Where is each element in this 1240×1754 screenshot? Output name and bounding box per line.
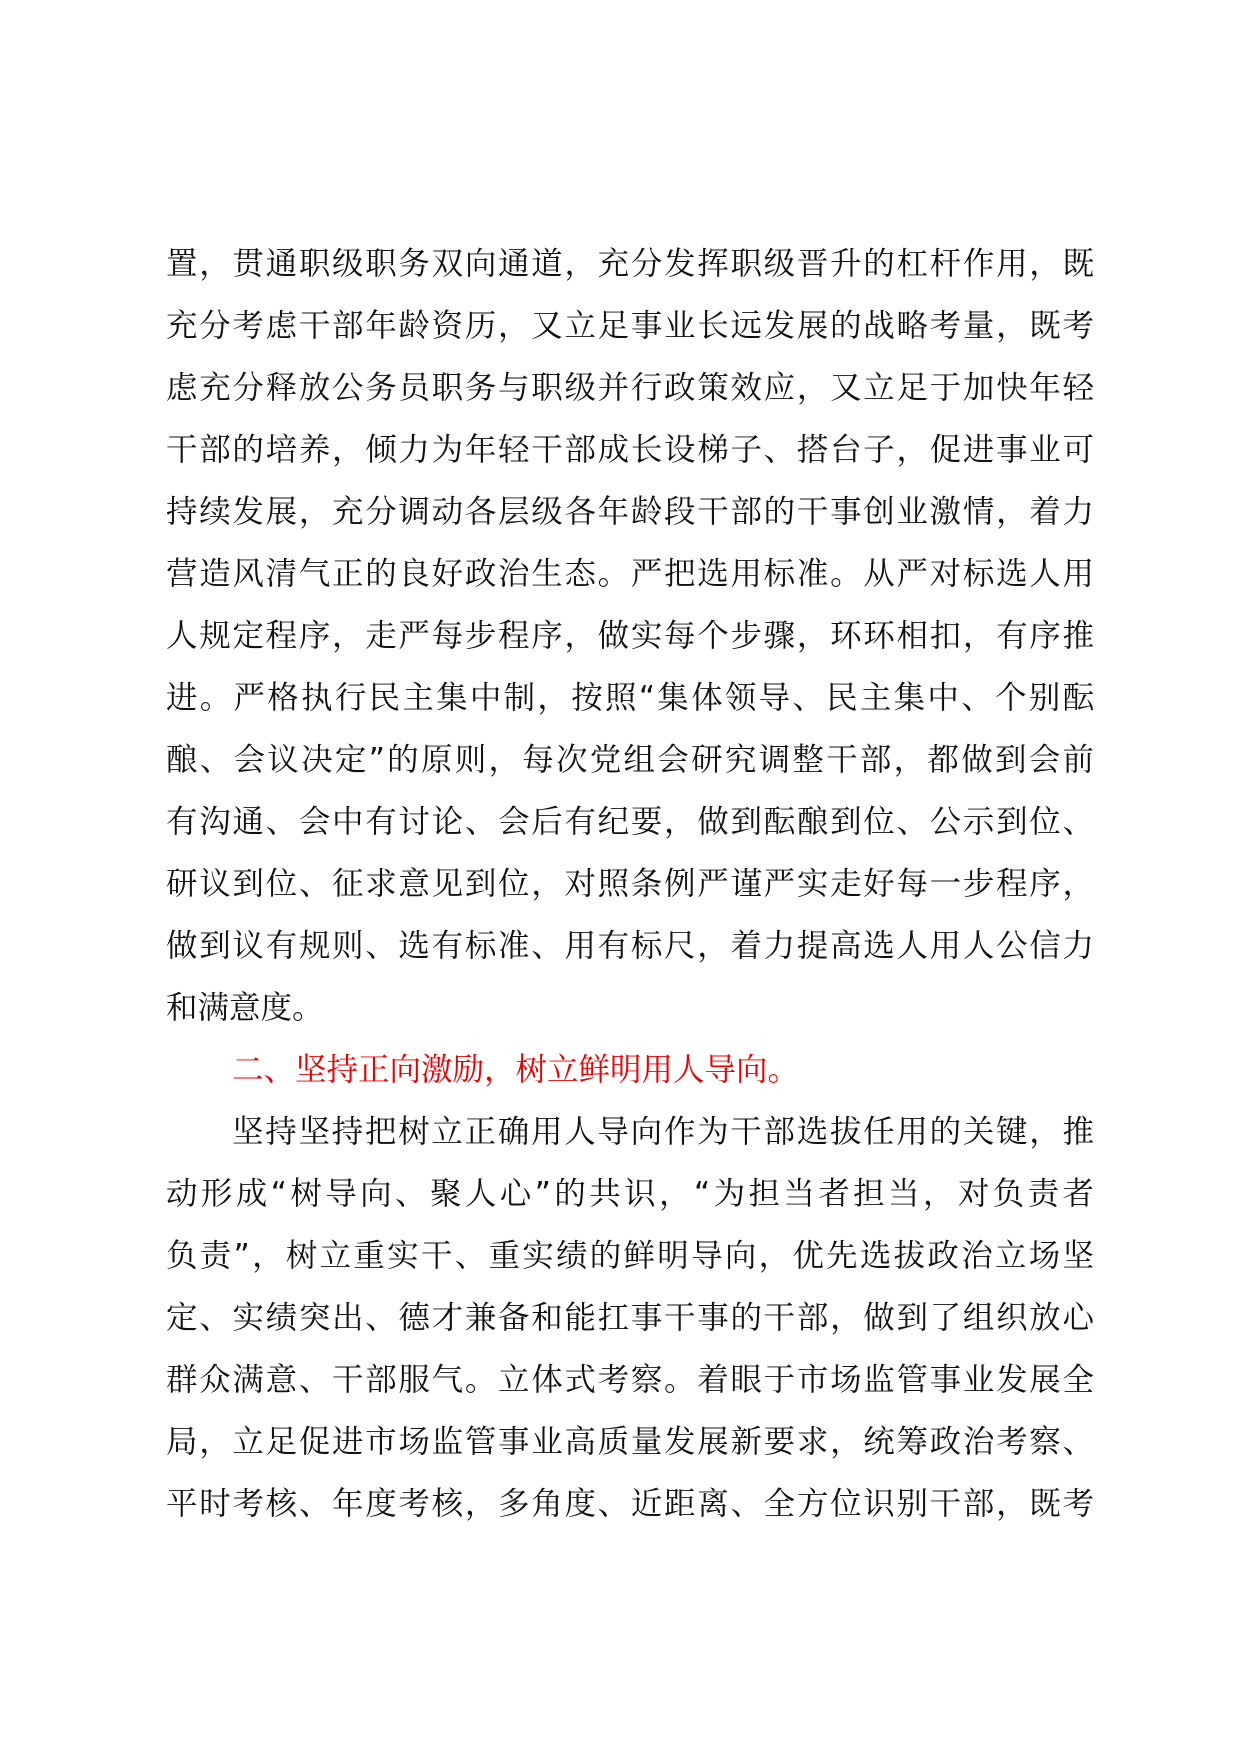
paragraph-section-two [166, 1101, 1094, 1535]
text-line: 负责”，树立重实干、重实绩的鲜明导向，优先选拔政治立场坚 [166, 1238, 1094, 1274]
text-line: 干部的培养，倾力为年轻干部成长设梯子、搭台子，促进事业可 [166, 432, 1094, 468]
text-line: 置，贯通职级职务双向通道，充分发挥职级晋升的杠杆作用，既 [166, 246, 1094, 282]
text-line: 人规定程序，走严每步程序，做实每个步骤，环环相扣，有序推 [166, 618, 1094, 654]
text-line: 持续发展，充分调动各层级各年龄段干部的干事创业激情，着力 [166, 494, 1094, 530]
text-line: 和满意度。 [166, 990, 324, 1026]
text-line: 局，立足促进市场监管事业高质量发展新要求，统筹政治考察、 [166, 1424, 1094, 1460]
text-line: 营造风清气正的良好政治生态。严把选用标准。从严对标选人用 [166, 556, 1094, 592]
text-line: 平时考核、年度考核，多角度、近距离、全方位识别干部，既考 [166, 1486, 1094, 1522]
text-line: 动形成“树导向、聚人心”的共识，“为担当者担当，对负责者 [166, 1176, 1094, 1212]
text-line: 坚持坚持把树立正确用人导向作为干部选拔任用的关键，推 [232, 1114, 1094, 1150]
text-line: 做到议有规则、选有标准、用有标尺，着力提高选人用人公信力 [166, 928, 1094, 964]
paragraph-continued [166, 233, 1094, 1039]
text-line: 定、实绩突出、德才兼备和能扛事干事的干部，做到了组织放心 [166, 1300, 1094, 1336]
text-line: 进。严格执行民主集中制，按照“集体领导、民主集中、个别酝 [166, 680, 1094, 716]
text-line: 有沟通、会中有讨论、会后有纪要，做到酝酿到位、公示到位、 [166, 804, 1094, 840]
section-heading: 二、坚持正向激励，树立鲜明用人导向。 [232, 1052, 800, 1088]
text-line: 酿、会议决定”的原则，每次党组会研究调整干部，都做到会前 [166, 742, 1094, 778]
document-page [166, 233, 1094, 1535]
text-line: 群众满意、干部服气。立体式考察。着眼于市场监管事业发展全 [166, 1362, 1094, 1398]
text-line: 充分考虑干部年龄资历，又立足事业长远发展的战略考量，既考 [166, 308, 1094, 344]
text-line: 虑充分释放公务员职务与职级并行政策效应，又立足于加快年轻 [166, 370, 1094, 406]
text-line: 研议到位、征求意见到位，对照条例严谨严实走好每一步程序， [166, 866, 1094, 902]
